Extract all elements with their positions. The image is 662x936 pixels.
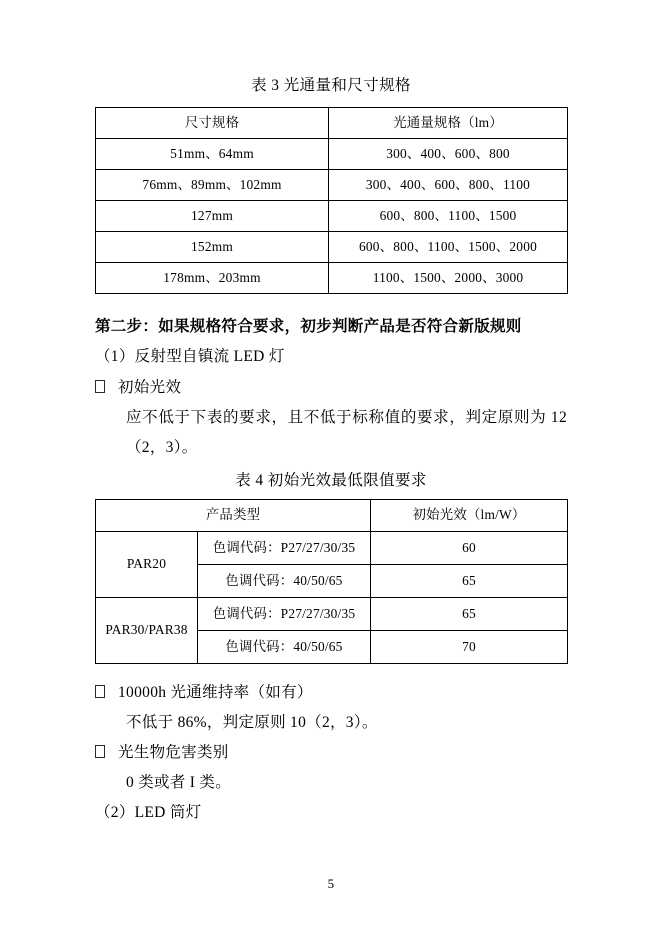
bullet-label: 光生物危害类别 bbox=[118, 744, 229, 762]
table4-cell-product: PAR20 bbox=[96, 531, 198, 597]
table3-cell-flux: 300、400、600、800、1100 bbox=[329, 170, 568, 201]
table4-cell-value: 60 bbox=[371, 531, 568, 564]
table3-luminous-flux-and-size-spec bbox=[95, 107, 568, 294]
table4-cell-code: 色调代码：40/50/65 bbox=[198, 564, 371, 597]
table4-cell-code: 色调代码：P27/27/30/35 bbox=[198, 597, 371, 630]
table3-cell-flux: 1100、1500、2000、3000 bbox=[329, 263, 568, 294]
table-row bbox=[96, 170, 568, 201]
table-row bbox=[96, 201, 568, 232]
table-row bbox=[96, 108, 568, 139]
table4-header-initial-efficacy: 初始光效（lm/W） bbox=[371, 499, 568, 531]
table4-cell-code: 色调代码：40/50/65 bbox=[198, 630, 371, 663]
table4-minimum-initial-efficacy bbox=[95, 499, 568, 664]
table-row bbox=[96, 232, 568, 263]
bullet-3-description: 0 类或者 I 类。 bbox=[126, 774, 232, 792]
table3-caption: 表 3 光通量和尺寸规格 bbox=[251, 77, 411, 94]
item-1-reflector-led-lamp: （1）反射型自镇流 LED 灯 bbox=[95, 348, 285, 366]
bullet-2-description: 不低于 86%，判定原则 10（2，3）。 bbox=[126, 713, 378, 731]
step-two-heading: 第二步：如果规格符合要求，初步判断产品是否符合新版规则 bbox=[95, 318, 522, 336]
table4-header-product-type: 产品类型 bbox=[96, 499, 371, 531]
bullet-item-lumen-maintenance bbox=[95, 678, 567, 708]
bullet-label: 10000h 光通维持率（如有） bbox=[118, 683, 313, 701]
table4-cell-code: 色调代码：P27/27/30/35 bbox=[198, 531, 371, 564]
table3-cell-flux: 300、400、600、800 bbox=[329, 139, 568, 170]
table4-cell-value: 65 bbox=[371, 564, 568, 597]
page-number: 5 bbox=[327, 876, 335, 891]
bullet-label: 初始光效 bbox=[118, 378, 182, 396]
table-row bbox=[96, 597, 568, 630]
table3-header-flux: 光通量规格（lm） bbox=[329, 108, 568, 139]
bullet-item-photobiological-safety bbox=[95, 738, 567, 768]
table4-cell-value: 70 bbox=[371, 630, 568, 663]
table4-cell-product: PAR30/PAR38 bbox=[96, 597, 198, 663]
table3-cell-flux: 600、800、1100、1500、2000 bbox=[329, 232, 568, 263]
item-2-led-downlight: （2）LED 筒灯 bbox=[95, 804, 202, 822]
table-row bbox=[96, 139, 568, 170]
table3-cell-size: 76mm、89mm、102mm bbox=[96, 170, 329, 201]
table3-cell-size: 51mm、64mm bbox=[96, 139, 329, 170]
bullet-1-description: 应不低于下表的要求，且不低于标称值的要求，判定原则为 12（2，3）。 bbox=[126, 408, 567, 457]
table-row bbox=[96, 531, 568, 564]
table4-cell-value: 65 bbox=[371, 597, 568, 630]
table3-cell-size: 127mm bbox=[96, 201, 329, 232]
table3-header-size: 尺寸规格 bbox=[96, 108, 329, 139]
table4-caption: 表 4 初始光效最低限值要求 bbox=[235, 472, 427, 490]
bullet-box-icon bbox=[95, 380, 105, 393]
table3-cell-size: 178mm、203mm bbox=[96, 263, 329, 294]
bullet-box-icon bbox=[95, 745, 105, 758]
bullet-box-icon bbox=[95, 685, 105, 698]
table3-cell-flux: 600、800、1100、1500 bbox=[329, 201, 568, 232]
table-row bbox=[96, 263, 568, 294]
table3-cell-size: 152mm bbox=[96, 232, 329, 263]
bullet-item-initial-efficacy bbox=[95, 373, 567, 403]
table-row bbox=[96, 499, 568, 531]
